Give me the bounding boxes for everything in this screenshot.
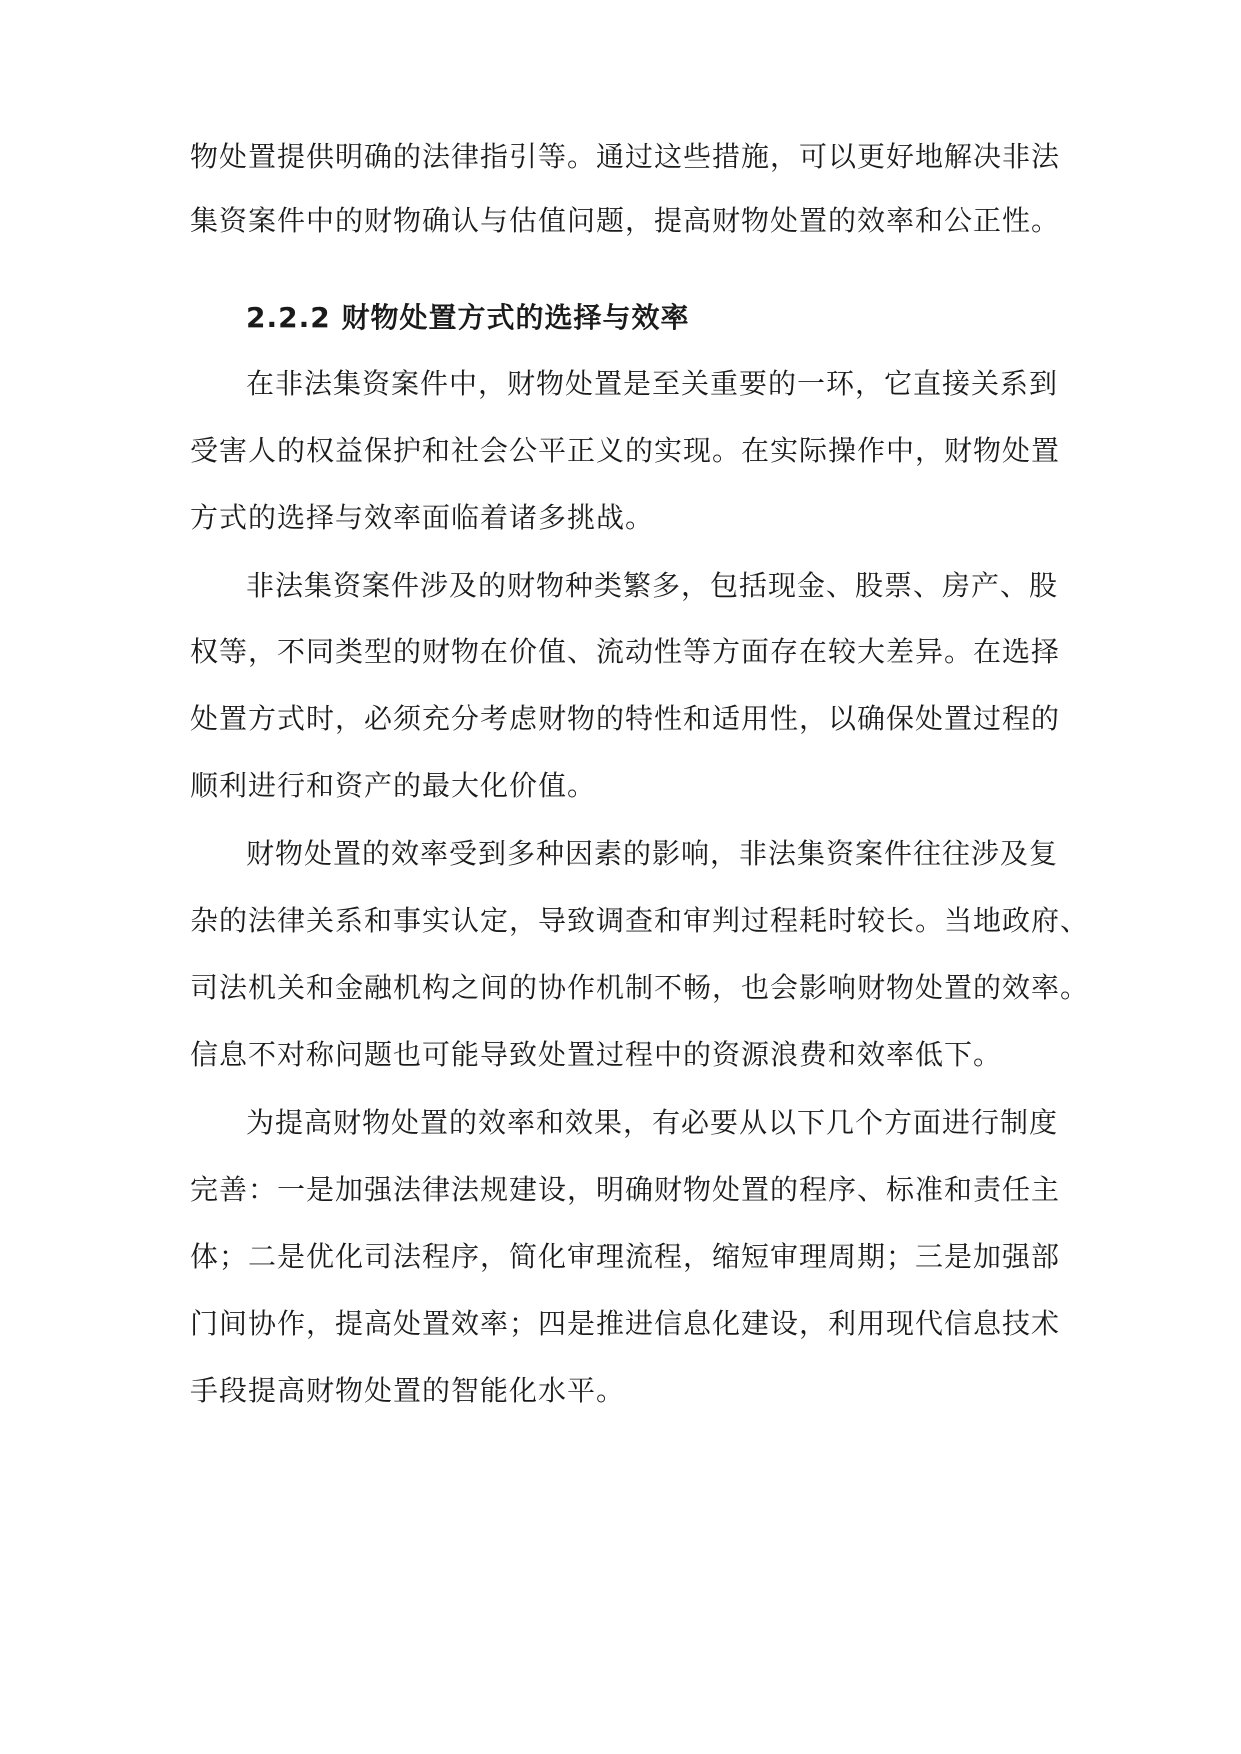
section-heading: 2.2.2 财物处置方式的选择与效率 bbox=[246, 301, 690, 334]
paragraph-line: 权等，不同类型的财物在价值、流动性等方面存在较大差异。在选择 bbox=[190, 635, 1061, 668]
paragraph-line: 门间协作，提高处置效率；四是推进信息化建设，利用现代信息技术 bbox=[190, 1307, 1061, 1340]
paragraph-line: 受害人的权益保护和社会公平正义的实现。在实际操作中，财物处置 bbox=[190, 434, 1061, 467]
paragraph-line: 杂的法律关系和事实认定，导致调查和审判过程耗时较长。当地政府、 bbox=[190, 904, 1090, 937]
paragraph-line: 体；二是优化司法程序，简化审理流程，缩短审理周期；三是加强部 bbox=[190, 1240, 1061, 1273]
paragraph-line: 集资案件中的财物确认与估值问题，提高财物处置的效率和公正性。 bbox=[190, 204, 1061, 237]
paragraph-line: 处置方式时，必须充分考虑财物的特性和适用性，以确保处置过程的 bbox=[190, 702, 1061, 735]
paragraph-line: 非法集资案件涉及的财物种类繁多，包括现金、股票、房产、股 bbox=[246, 569, 1059, 602]
paragraph-line: 方式的选择与效率面临着诸多挑战。 bbox=[190, 501, 655, 534]
paragraph-line: 在非法集资案件中，财物处置是至关重要的一环，它直接关系到 bbox=[246, 367, 1059, 400]
paragraph-line: 顺利进行和资产的最大化价值。 bbox=[190, 769, 597, 802]
paragraph-line: 财物处置的效率受到多种因素的影响，非法集资案件往往涉及复 bbox=[246, 837, 1059, 870]
paragraph-line: 物处置提供明确的法律指引等。通过这些措施，可以更好地解决非法 bbox=[190, 140, 1061, 173]
paragraph-line: 信息不对称问题也可能导致处置过程中的资源浪费和效率低下。 bbox=[190, 1038, 1003, 1071]
paragraph-line: 完善：一是加强法律法规建设，明确财物处置的程序、标准和责任主 bbox=[190, 1173, 1061, 1206]
paragraph-line: 为提高财物处置的效率和效果，有必要从以下几个方面进行制度 bbox=[246, 1106, 1059, 1139]
paragraph-line: 司法机关和金融机构之间的协作机制不畅，也会影响财物处置的效率。 bbox=[190, 971, 1090, 1004]
paragraph-line: 手段提高财物处置的智能化水平。 bbox=[190, 1374, 626, 1407]
